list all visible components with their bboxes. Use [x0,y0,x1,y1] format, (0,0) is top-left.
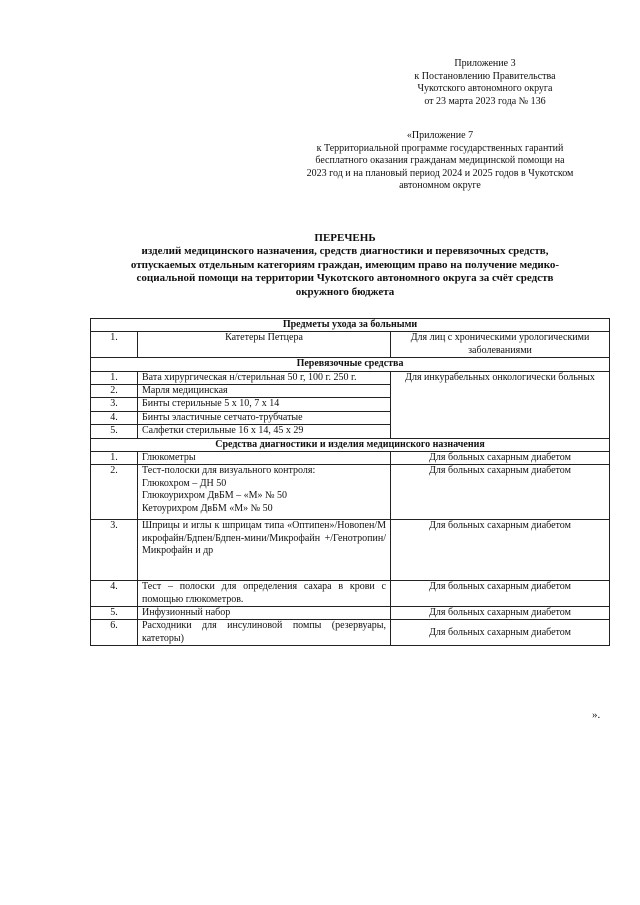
table-row [91,581,610,607]
title-line: социальной помощи на территории Чукотского автономного округа за счёт средств [136,272,554,285]
row-number: 1. [91,332,138,358]
annex-line: от 23 марта 2023 года № 136 [424,95,546,107]
title-line: изделий медицинского назначения, средств диагностики и перевязочных средств, [141,245,549,258]
row-item-cell [138,465,391,520]
row-number: 4. [91,581,138,607]
annex-inner-line: 2023 год и на плановый период 2024 и 2025 годов в Чукотском [306,167,574,179]
row-number: 5. [91,606,138,619]
row-item: Вата хирургическая н/стерильная 50 г, 100 г. 250 г. [138,371,391,384]
section-title: Средства диагностики и изделия медицинского назначения [91,438,610,451]
row-subitem: Глюкоурихром ДвБМ – «М» № 50 [142,490,288,502]
closing-quote: ». [592,709,601,721]
row-item: Салфетки стерильные 16 х 14, 45 х 29 [138,425,391,438]
table-row [91,620,610,646]
items-table [90,318,610,646]
annex-inner-line: к Территориальной программе государственных гарантий [316,142,564,154]
annex-inner-line: бесплатного оказания гражданам медицинской помощи на [315,155,565,167]
row-number: 1. [91,371,138,384]
annex-inner-header [270,130,610,193]
row-number: 3. [91,398,138,411]
section-header-row [91,319,610,332]
row-item: Марля медицинская [138,385,391,398]
row-item: Бинты стерильные 5 х 10, 7 х 14 [138,398,391,411]
row-item: Глюкометры [138,452,391,465]
document-title [85,232,605,299]
row-number: 5. [91,425,138,438]
annex-line: Приложение 3 [454,58,516,69]
table-row [91,452,610,465]
row-note: Для больных сахарным диабетом [391,606,610,619]
row-item: Инфузионный набор [138,606,391,619]
row-note: Для больных сахарным диабетом [391,520,610,581]
row-subitem: Глюкохром – ДН 50 [142,477,227,489]
row-item: Тест-полоски для визуального контроля: [142,465,316,477]
row-note: Для больных сахарным диабетом [391,452,610,465]
row-subitem: Кетоурихром ДвБМ «М» № 50 [142,502,273,514]
row-number: 4. [91,411,138,424]
title-line: отпускаемых отдельным категориям граждан, имеющим право на получение медико- [130,258,560,271]
row-note: Для больных сахарным диабетом [391,465,610,520]
annex-inner-line: «Приложение 7 [406,130,474,141]
row-number: 3. [91,520,138,581]
title-line: окружного бюджета [295,285,395,298]
title-heading: ПЕРЕЧЕНЬ [314,232,376,244]
annex-line: Чукотского автономного округа [417,83,553,95]
table-row [91,371,610,384]
row-number: 2. [91,465,138,520]
row-note: Для больных сахарным диабетом [391,581,610,607]
row-note: Для инкурабельных онкологически больных [391,371,610,438]
row-item: Тест – полоски для определения сахара в крови с помощью глюкометров. [138,581,391,607]
section-title: Перевязочные средства [91,358,610,371]
row-number: 2. [91,385,138,398]
table-row [91,465,610,520]
row-note: Для больных сахарным диабетом [391,620,610,646]
table-row [91,606,610,619]
row-item: Шприцы и иглы к шприцам типа «Оптипен»/Новопен/Микрофайн/Бдпен/Бдпен-мини/Микрофайн +/Генотропин/Микрофайн и др [138,520,391,581]
row-number: 1. [91,452,138,465]
section-header-row [91,358,610,371]
annex-inner-line: автономном округе [399,180,481,192]
row-item: Расходники для инсулиновой помпы (резервуары, катеторы) [138,620,391,646]
annex-line: к Постановлению Правительства [414,70,556,82]
table-row [91,520,610,581]
row-number: 6. [91,620,138,646]
section-header-row [91,438,610,451]
row-item: Бинты эластичные сетчато-трубчатые [138,411,391,424]
table-row [91,332,610,358]
row-item: Катетеры Петцера [138,332,391,358]
section-title: Предметы ухода за больными [91,319,610,332]
row-note: Для лиц с хроническими урологическими заболеваниями [391,332,610,358]
annex-header [380,58,590,108]
